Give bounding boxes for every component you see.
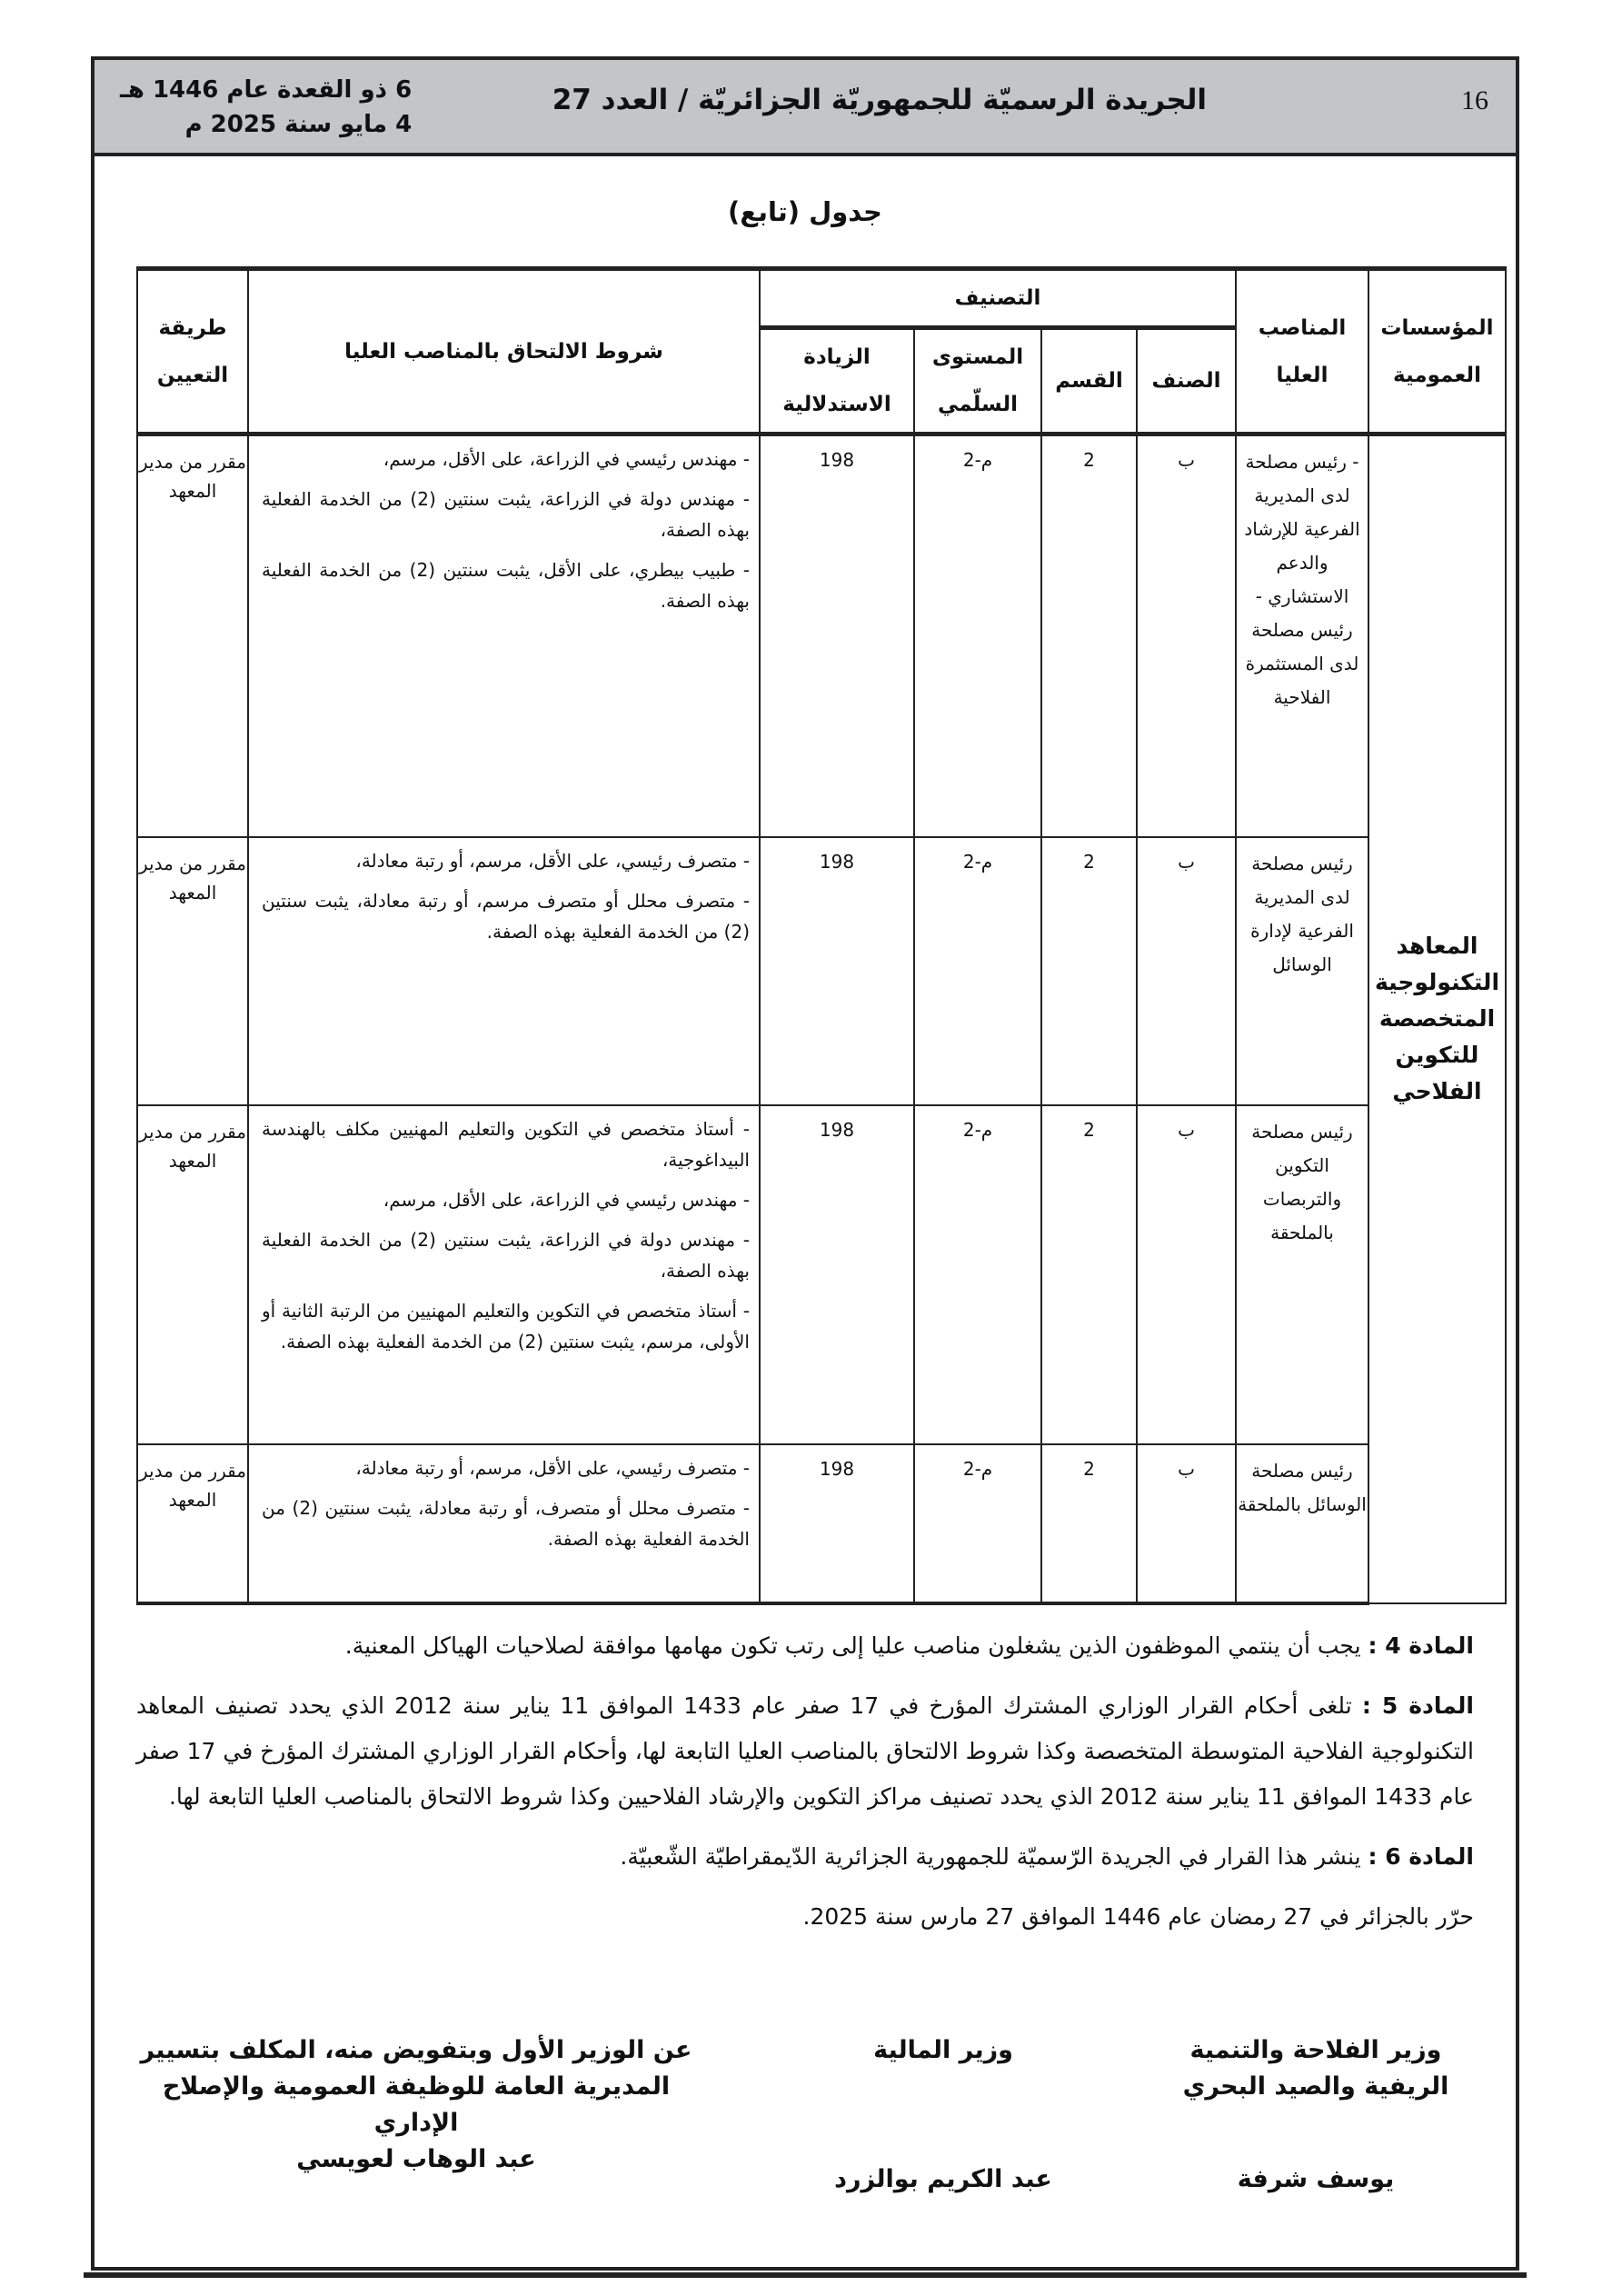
header-level: المستوى السلّمي [914, 328, 1041, 434]
issue-date [120, 73, 412, 142]
classification-table [136, 266, 1507, 1605]
section-cell: 2 [1041, 434, 1137, 837]
articles [136, 1623, 1474, 1954]
category-cell: ب [1137, 1444, 1236, 1603]
table-row [137, 1444, 1506, 1603]
category-cell: ب [1137, 1105, 1236, 1444]
increase-cell: 198 [760, 1444, 914, 1603]
header-appointment: طريقة التعيين [137, 269, 248, 434]
header-increase: الزيادة الاستدلالية [760, 328, 914, 434]
section-cell: 2 [1041, 1105, 1137, 1444]
appointment-cell: مقرر من مدير المعهد [137, 837, 248, 1105]
signature-finance: وزير المالية عبد الكريم بوالزرد [834, 2036, 1052, 2193]
gazette-title: الجريدة الرسميّة للجمهوريّة الجزائريّة / العدد 27 [552, 84, 1207, 116]
header-category: الصنف [1137, 328, 1236, 434]
article-5: المادة 5 : تلغى أحكام القرار الوزاري المشترك المؤرخ في 17 صفر عام 1433 الموافق 11 يناير سنة 2012 الذي يحدد تصنيف المعاهد التكنولوجية الفلاحية المتوسطة المتخصصة وكذا شروط الالتحاق بالمناصب العليا التابعة لها، وأحكام القرار الوزاري المشترك المؤرخ في 17 صفر عام 1433 الموافق 11 يناير سنة 2012 الذي يحدد تصنيف مراكز التكوين والإرشاد الفلاحيين وكذا شروط الالتحاق بالمناصب العليا التابعة لها. [136, 1692, 1474, 1810]
article-6: المادة 6 : ينشر هذا القرار في الجريدة الرّسميّة للجمهورية الجزائرية الدّيمقراطيّة الشّعبيّة. [620, 1843, 1474, 1870]
increase-cell: 198 [760, 434, 914, 837]
condition-item: - مهندس دولة في الزراعة، يثبت سنتين (2) من الخدمة الفعلية بهذه الصفة، [262, 1228, 750, 1282]
conditions-cell [248, 1105, 760, 1444]
condition-item: - متصرف رئيسي، على الأقل، مرسم، أو رتبة معادلة، [355, 849, 750, 872]
category-cell: ب [1137, 434, 1236, 837]
increase-cell: 198 [760, 1105, 914, 1444]
header-positions: المناصب العليا [1236, 269, 1368, 434]
date-gregorian: 4 مايو سنة 2025 م [184, 111, 413, 138]
done-at: حرّر بالجزائر في 27 رمضان عام 1446 الموافق 27 مارس سنة 2025. [802, 1903, 1474, 1930]
position-cell: رئيس مصلحة التكوين والتربصات بالملحقة [1236, 1105, 1368, 1444]
date-hijri: 6 ذو القعدة عام 1446 هـ [120, 76, 413, 104]
header-classification: التصنيف [760, 269, 1236, 328]
condition-item: - متصرف محلل أو متصرف، أو رتبة معادلة، يثبت سنتين (2) من الخدمة الفعلية بهذه الصفة. [262, 1496, 750, 1550]
header-section: القسم [1041, 328, 1137, 434]
level-cell: م-2 [914, 1105, 1041, 1444]
gazette-header [95, 60, 1516, 156]
appointment-cell: مقرر من مدير المعهد [137, 1105, 248, 1444]
signature-agriculture: وزير الفلاحة والتنمية الريفية والصيد البحري يوسف شرفة [1182, 2036, 1449, 2193]
position-cell: رئيس مصلحة لدى المديرية الفرعية لإدارة الوسائل [1236, 837, 1368, 1105]
signature-civil-service: عن الوزير الأول وبتفويض منه، المكلف بتسيير المديرية العامة للوظيفة العمومية والإصلاح الإداري عبد الوهاب لعويسي [140, 2036, 692, 2173]
condition-item: - مهندس رئيسي في الزراعة، على الأقل، مرسم، [383, 448, 750, 470]
appointment-cell: مقرر من مدير المعهد [137, 434, 248, 837]
table-row [137, 837, 1506, 1105]
section-cell: 2 [1041, 1444, 1137, 1603]
table-row [137, 434, 1506, 837]
article-4: المادة 4 : يجب أن ينتمي الموظفون الذين يشغلون مناصب عليا إلى رتب تكون مهامها موافقة لصلاحيات الهياكل المعنية. [344, 1632, 1474, 1659]
increase-cell: 198 [760, 837, 914, 1105]
position-cell: - رئيس مصلحة لدى المديرية الفرعية للإرشاد والدعم الاستشاري - رئيس مصلحة لدى المستثمرة الفلاحية [1236, 434, 1368, 837]
conditions-cell [248, 1444, 760, 1603]
condition-item: - متصرف رئيسي، على الأقل، مرسم، أو رتبة معادلة، [355, 1456, 750, 1479]
page-number: 16 [1461, 85, 1488, 115]
level-cell: م-2 [914, 434, 1041, 837]
header-institutions: المؤسسات العمومية [1368, 269, 1506, 434]
position-cell: رئيس مصلحة الوسائل بالملحقة [1236, 1444, 1368, 1603]
page-frame [91, 56, 1519, 2271]
condition-item: - مهندس رئيسي في الزراعة، على الأقل، مرسم، [383, 1188, 750, 1211]
table-row [137, 1105, 1506, 1444]
level-cell: م-2 [914, 837, 1041, 1105]
institution-cell: المعاهد التكنولوجية المتخصصة للتكوين الفلاحي [1368, 434, 1506, 1603]
table-title: جدول (تابع) [728, 196, 882, 227]
condition-item: - متصرف محلل أو متصرف مرسم، أو رتبة معادلة، يثبت سنتين (2) من الخدمة الفعلية بهذه الصفة. [262, 889, 750, 943]
header-conditions: شروط الالتحاق بالمناصب العليا [248, 269, 760, 434]
conditions-cell [248, 434, 760, 837]
condition-item: - مهندس دولة في الزراعة، يثبت سنتين (2) من الخدمة الفعلية بهذه الصفة، [262, 488, 750, 541]
conditions-cell [248, 837, 760, 1105]
condition-item: - أستاذ متخصص في التكوين والتعليم المهنيين مكلف بالهندسة البيداغوجية، [262, 1117, 750, 1171]
condition-item: - أستاذ متخصص في التكوين والتعليم المهنيين من الرتبة الثانية أو الأولى، مرسم، يثبت سنتين (2) من الخدمة الفعلية بهذه الصفة. [262, 1299, 750, 1353]
condition-item: - طبيب بيطري، على الأقل، يثبت سنتين (2) من الخدمة الفعلية بهذه الصفة. [262, 559, 750, 612]
category-cell: ب [1137, 837, 1236, 1105]
level-cell: م-2 [914, 1444, 1041, 1603]
section-cell: 2 [1041, 837, 1137, 1105]
appointment-cell: مقرر من مدير المعهد [137, 1444, 248, 1603]
